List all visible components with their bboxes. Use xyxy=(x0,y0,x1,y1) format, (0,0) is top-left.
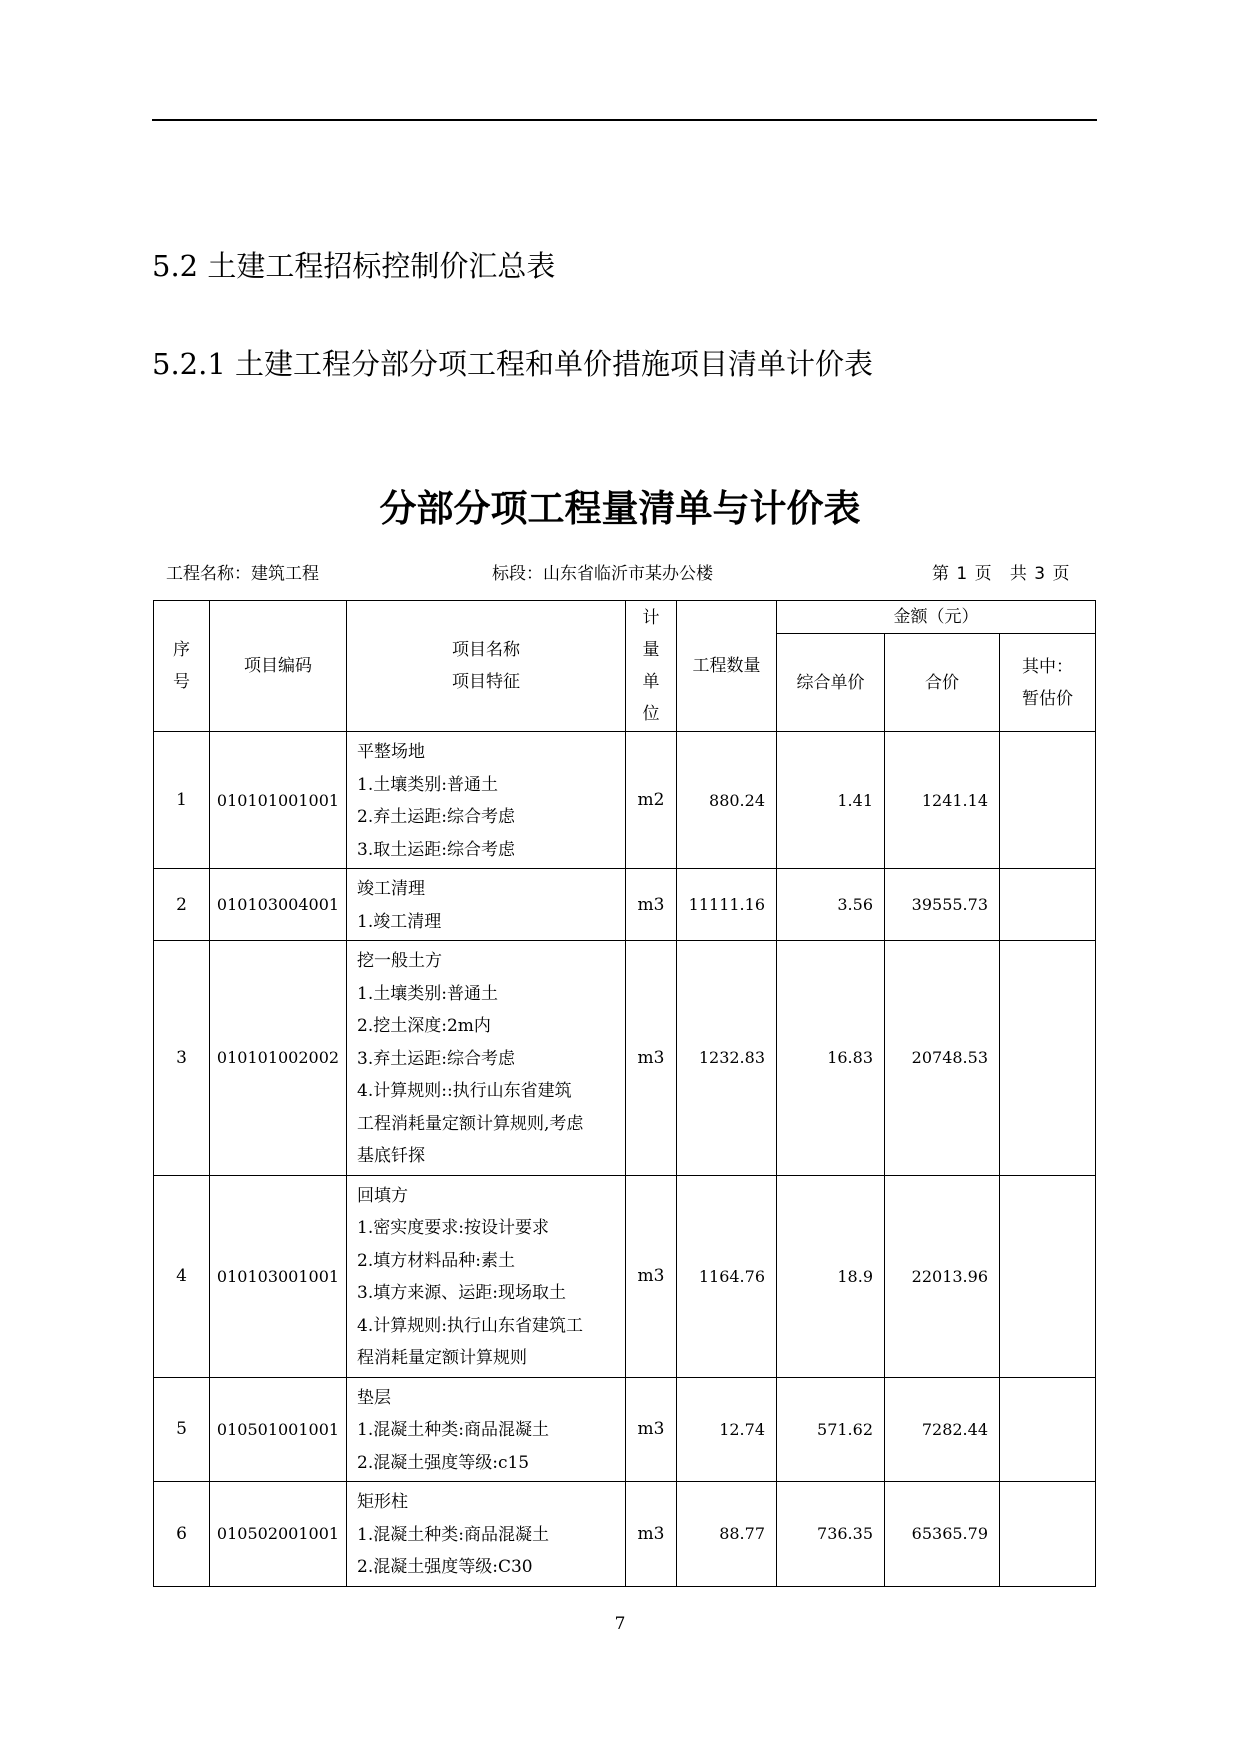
header-amount: 金额（元） xyxy=(777,601,1096,634)
table-row xyxy=(154,732,1096,869)
description-line: 1.土壤类别:普通土 xyxy=(357,983,498,1004)
row-code: 010101001001 xyxy=(210,732,347,869)
row-quantity: 12.74 xyxy=(677,1377,777,1482)
row-quantity: 1232.83 xyxy=(677,941,777,1176)
row-unit: m3 xyxy=(626,1175,677,1377)
row-description xyxy=(347,732,626,869)
description-line: 4.计算规则:执行山东省建筑工 xyxy=(357,1315,583,1336)
description-line: 工程消耗量定额计算规则,考虑 xyxy=(357,1113,584,1134)
section-heading: 5.2 土建工程招标控制价汇总表 xyxy=(152,249,556,283)
header-code: 项目编码 xyxy=(210,601,347,732)
header-unit-price: 综合单价 xyxy=(777,634,885,732)
description-line: 1.混凝土种类:商品混凝土 xyxy=(357,1420,549,1440)
row-seq: 6 xyxy=(154,1482,210,1587)
header-seq: 序 号 xyxy=(154,601,210,732)
row-provisional xyxy=(1000,1482,1096,1587)
header-quantity: 工程数量 xyxy=(677,601,777,732)
subsection-heading: 5.2.1 土建工程分部分项工程和单价措施项目清单计价表 xyxy=(152,347,874,381)
row-description xyxy=(347,941,626,1176)
row-total: 39555.73 xyxy=(885,869,1000,941)
table-row xyxy=(154,1175,1096,1377)
row-seq: 4 xyxy=(154,1175,210,1377)
table-body xyxy=(154,732,1096,1587)
table-row xyxy=(154,1482,1096,1587)
description-line: 1.竣工清理 xyxy=(357,911,442,932)
row-quantity: 1164.76 xyxy=(677,1175,777,1377)
row-quantity: 88.77 xyxy=(677,1482,777,1587)
page-indicator: 第 1 页 共 3 页 xyxy=(932,564,1070,584)
description-line: 程消耗量定额计算规则 xyxy=(357,1348,527,1368)
row-unit: m3 xyxy=(626,869,677,941)
table-title: 分部分项工程量清单与计价表 xyxy=(379,487,861,530)
header-total: 合价 xyxy=(885,634,1000,732)
row-unit-price: 16.83 xyxy=(777,941,885,1176)
row-description xyxy=(347,1482,626,1587)
row-unit: m3 xyxy=(626,1377,677,1482)
row-provisional xyxy=(1000,1377,1096,1482)
header-unit: 计 量 单 位 xyxy=(626,601,677,732)
description-line: 2.填方材料品种:素土 xyxy=(357,1250,515,1271)
header-rule xyxy=(152,119,1097,121)
description-line: 2.混凝土强度等级:c15 xyxy=(357,1452,530,1473)
row-unit-price: 1.41 xyxy=(777,732,885,869)
page-number: 7 xyxy=(614,1614,626,1634)
row-description xyxy=(347,869,626,941)
row-unit-price: 736.35 xyxy=(777,1482,885,1587)
description-line: 垫层 xyxy=(357,1387,391,1408)
row-provisional xyxy=(1000,1175,1096,1377)
description-line: 2.混凝土强度等级:C30 xyxy=(357,1557,533,1577)
row-code: 010502001001 xyxy=(210,1482,347,1587)
row-unit-price: 18.9 xyxy=(777,1175,885,1377)
header-name-features: 项目名称 项目特征 xyxy=(347,601,626,732)
row-unit-price: 571.62 xyxy=(777,1377,885,1482)
description-line: 平整场地 xyxy=(357,742,425,762)
description-line: 挖一般土方 xyxy=(357,951,442,971)
description-line: 基底钎探 xyxy=(357,1146,425,1166)
row-code: 010103001001 xyxy=(210,1175,347,1377)
table-row xyxy=(154,941,1096,1176)
bill-of-quantities-table xyxy=(153,600,1096,1587)
row-total: 7282.44 xyxy=(885,1377,1000,1482)
description-line: 3.弃土运距:综合考虑 xyxy=(357,1048,515,1069)
description-line: 竣工清理 xyxy=(357,879,425,899)
description-line: 3.取土运距:综合考虑 xyxy=(357,839,515,860)
row-provisional xyxy=(1000,869,1096,941)
description-line: 回填方 xyxy=(357,1185,408,1206)
header-provisional: 其中： 暂估价 xyxy=(1000,634,1096,732)
row-unit: m3 xyxy=(626,1482,677,1587)
row-seq: 5 xyxy=(154,1377,210,1482)
row-code: 010101002002 xyxy=(210,941,347,1176)
description-line: 矩形柱 xyxy=(357,1492,408,1512)
row-unit: m3 xyxy=(626,941,677,1176)
bid-section: 标段：山东省临沂市某办公楼 xyxy=(492,564,713,584)
description-line: 4.计算规则::执行山东省建筑 xyxy=(357,1081,572,1101)
row-provisional xyxy=(1000,732,1096,869)
row-seq: 2 xyxy=(154,869,210,941)
row-code: 010103004001 xyxy=(210,869,347,941)
row-unit-price: 3.56 xyxy=(777,869,885,941)
project-name: 工程名称：建筑工程 xyxy=(166,564,319,584)
row-total: 65365.79 xyxy=(885,1482,1000,1587)
description-line: 2.弃土运距:综合考虑 xyxy=(357,807,515,827)
row-provisional xyxy=(1000,941,1096,1176)
description-line: 1.土壤类别:普通土 xyxy=(357,774,498,795)
description-line: 2.挖土深度:2m内 xyxy=(357,1016,491,1036)
row-code: 010501001001 xyxy=(210,1377,347,1482)
row-unit: m2 xyxy=(626,732,677,869)
row-total: 20748.53 xyxy=(885,941,1000,1176)
table-row xyxy=(154,1377,1096,1482)
row-total: 1241.14 xyxy=(885,732,1000,869)
description-line: 1.混凝土种类:商品混凝土 xyxy=(357,1524,549,1545)
row-description xyxy=(347,1377,626,1482)
row-quantity: 11111.16 xyxy=(677,869,777,941)
table-row xyxy=(154,869,1096,941)
row-seq: 1 xyxy=(154,732,210,869)
description-line: 1.密实度要求:按设计要求 xyxy=(357,1218,549,1238)
row-quantity: 880.24 xyxy=(677,732,777,869)
row-seq: 3 xyxy=(154,941,210,1176)
row-description xyxy=(347,1175,626,1377)
description-line: 3.填方来源、运距:现场取土 xyxy=(357,1283,566,1303)
row-total: 22013.96 xyxy=(885,1175,1000,1377)
